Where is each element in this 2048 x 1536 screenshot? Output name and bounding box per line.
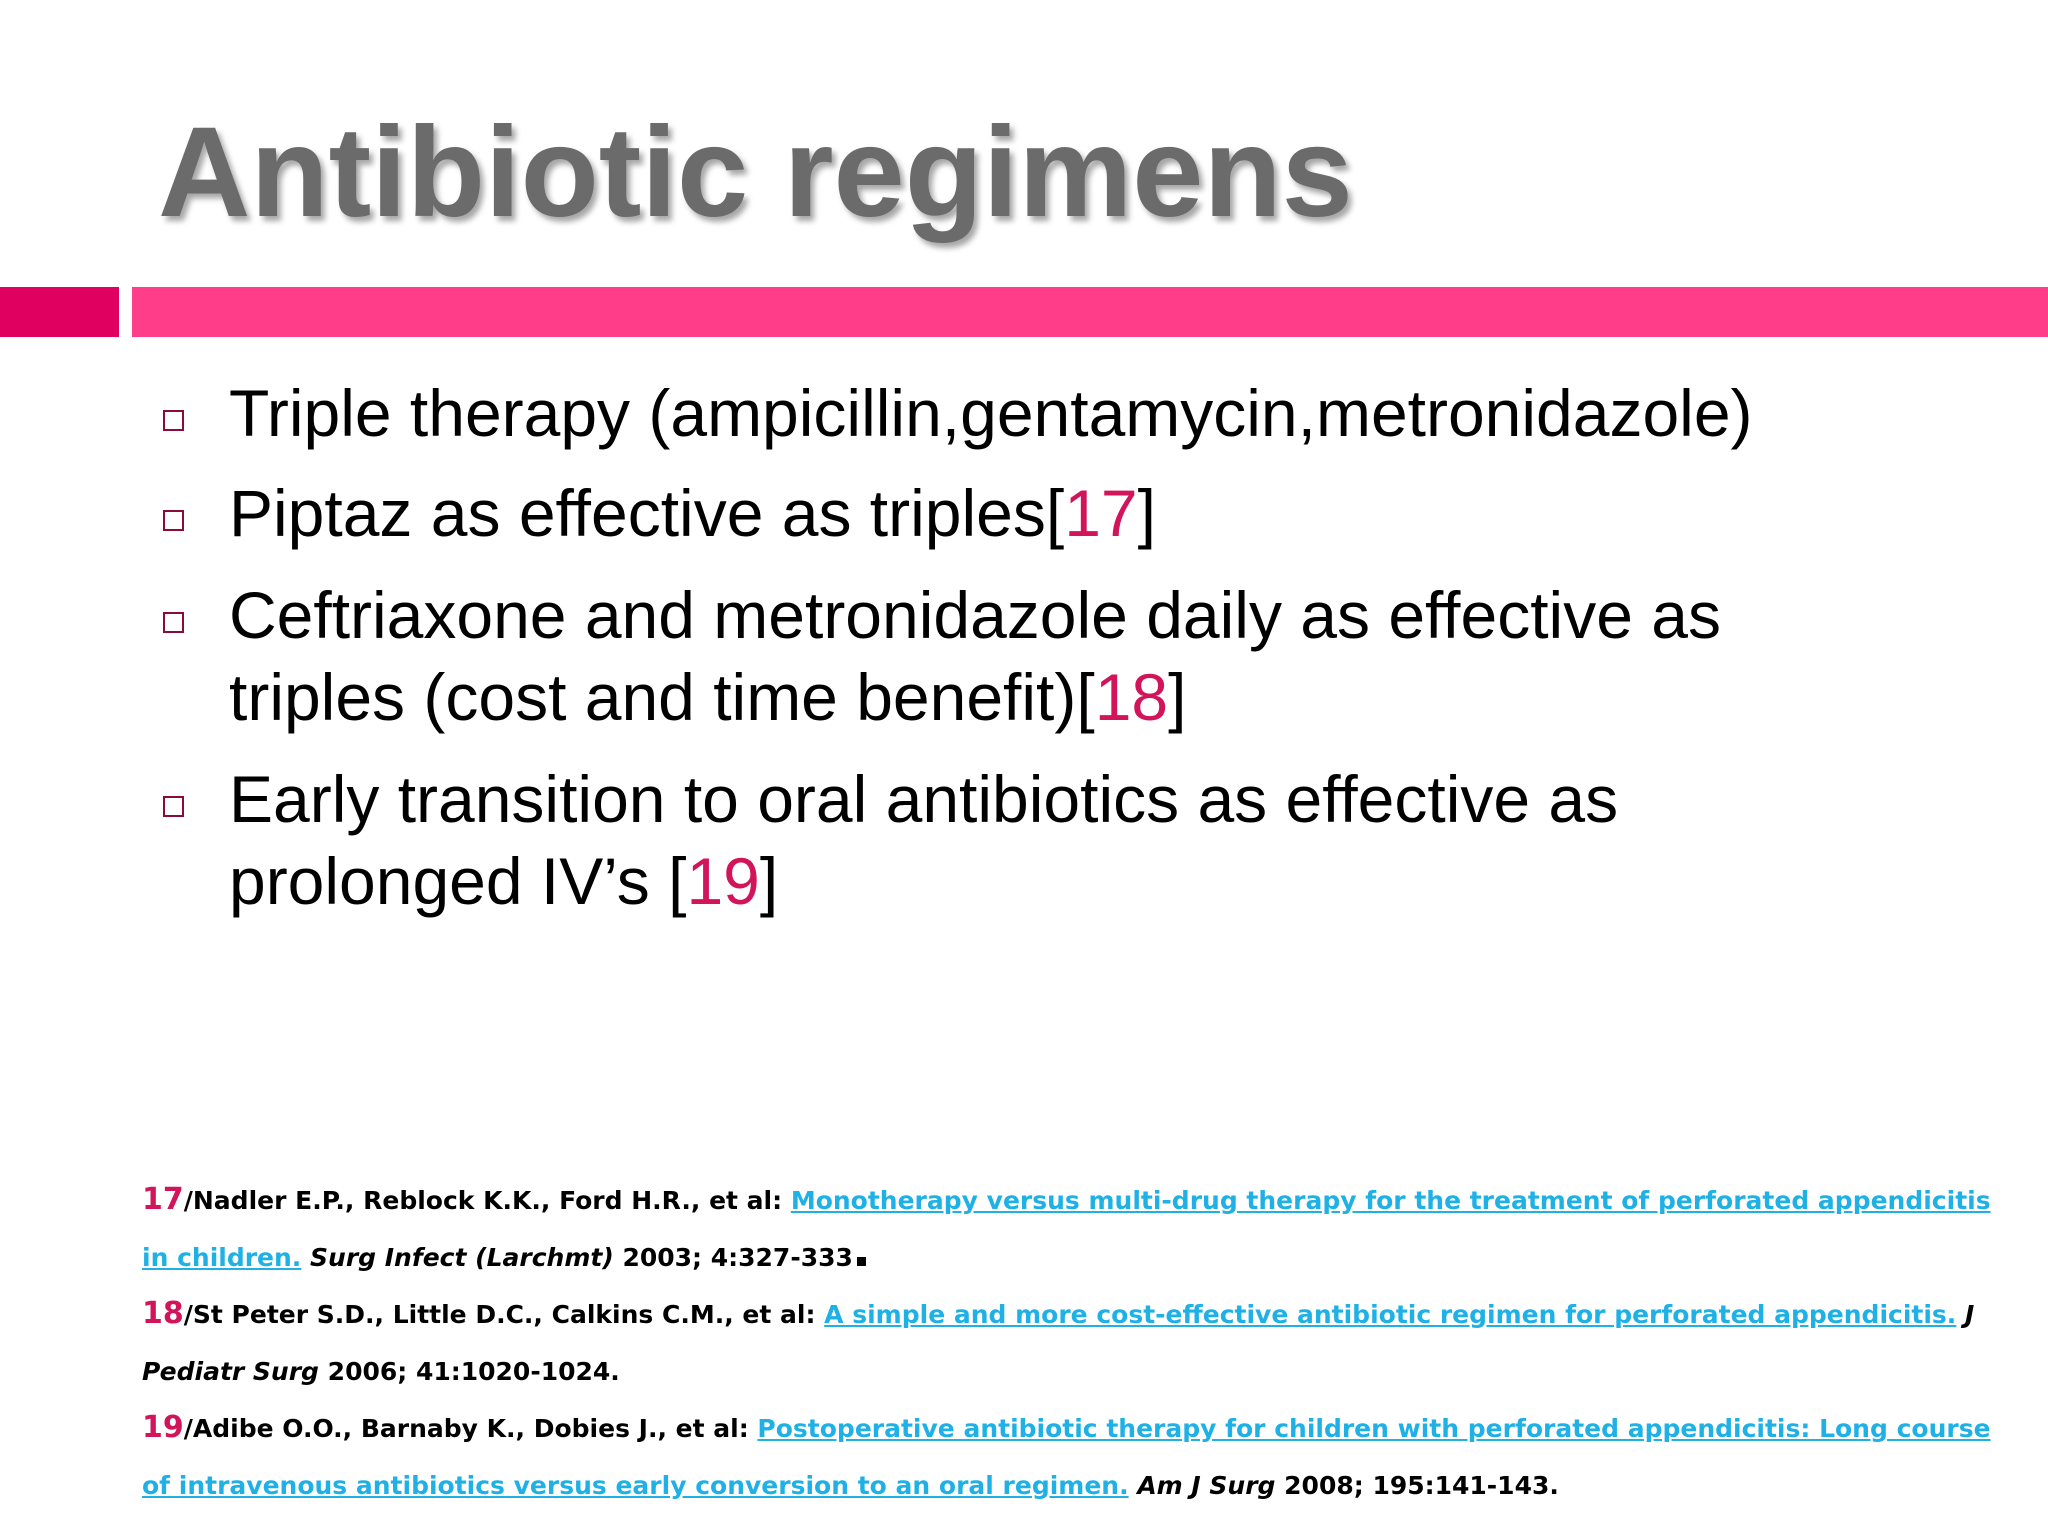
reference-details: 2006; 41:1020-1024. — [327, 1356, 620, 1386]
bullet-text-main: Early transition to oral antibiotics as effective as — [229, 762, 1619, 836]
reference-authors: /Nadler E.P., Reblock K.K., Ford H.R., et al: — [183, 1186, 791, 1215]
reference-entry — [142, 1400, 2012, 1514]
reference-link[interactable]: Postoperative antibiotic therapy for children with perforated appendicitis: Long course of intravenous antibiotics versus early conversion to an oral regimen. — [142, 1414, 1991, 1500]
end-mark — [857, 1257, 866, 1266]
citation-number: 19 — [686, 844, 760, 918]
reference-link[interactable]: Monotherapy versus multi-drug therapy for the treatment of perforated appendicitis in children. — [142, 1186, 1991, 1272]
bullet-text — [229, 472, 1879, 554]
citation-bracket-close: ] — [759, 844, 779, 918]
citation-bracket-open: [ — [1076, 660, 1095, 734]
reference-journal: J Pediatr Surg — [142, 1300, 1975, 1386]
bullet-text-main: Ceftriaxone and metronidazole daily as effective as — [229, 578, 1721, 652]
slide-title: Antibiotic regimens — [158, 101, 1353, 244]
reference-link[interactable]: A simple and more cost-effective antibiotic regimen for perforated appendicitis. — [824, 1300, 1957, 1329]
citation-bracket-close: ] — [1168, 660, 1187, 734]
reference-authors: /Adibe O.O., Barnaby K., Dobies J., et al: — [183, 1414, 758, 1443]
title-accent-bar-dark — [0, 287, 119, 337]
title-accent-bar — [132, 287, 2048, 337]
reference-journal: Surg Infect (Larchmt) — [301, 1242, 623, 1272]
citation-bracket-open: [ — [1045, 476, 1065, 550]
square-bullet-icon — [163, 796, 184, 817]
reference-details: 2003; 4:327-333 — [622, 1242, 853, 1272]
citation-number: 17 — [1064, 476, 1138, 550]
bullet-text-main: Piptaz as effective as triples — [229, 476, 1046, 550]
citation-bracket-open: [ — [668, 844, 687, 918]
bullet-text — [229, 372, 1879, 454]
bullet-text-line2: triples (cost and time benefit) — [229, 660, 1077, 734]
bullet-text-line2: prolonged IV’s — [229, 844, 669, 918]
bullet-text-main: Triple therapy (ampicillin,gentamycin,metronidazole) — [229, 376, 1753, 450]
reference-number: 17 — [142, 1182, 184, 1217]
bullet-text — [229, 574, 1879, 738]
citation-bracket-close: ] — [1137, 476, 1156, 550]
square-bullet-icon — [163, 510, 184, 531]
square-bullet-icon — [163, 612, 184, 633]
reference-number: 18 — [142, 1296, 184, 1331]
reference-authors: /St Peter S.D., Little D.C., Calkins C.M., et al: — [183, 1300, 825, 1329]
reference-journal: Am J Surg — [1128, 1470, 1285, 1500]
bullet-text — [229, 758, 1879, 922]
square-bullet-icon — [163, 410, 184, 431]
reference-details: 2008; 195:141-143. — [1284, 1470, 1559, 1500]
reference-entry — [142, 1286, 2012, 1400]
reference-number: 19 — [142, 1410, 184, 1445]
citation-number: 18 — [1094, 660, 1169, 734]
references — [142, 1172, 2012, 1514]
reference-entry — [142, 1172, 2012, 1286]
